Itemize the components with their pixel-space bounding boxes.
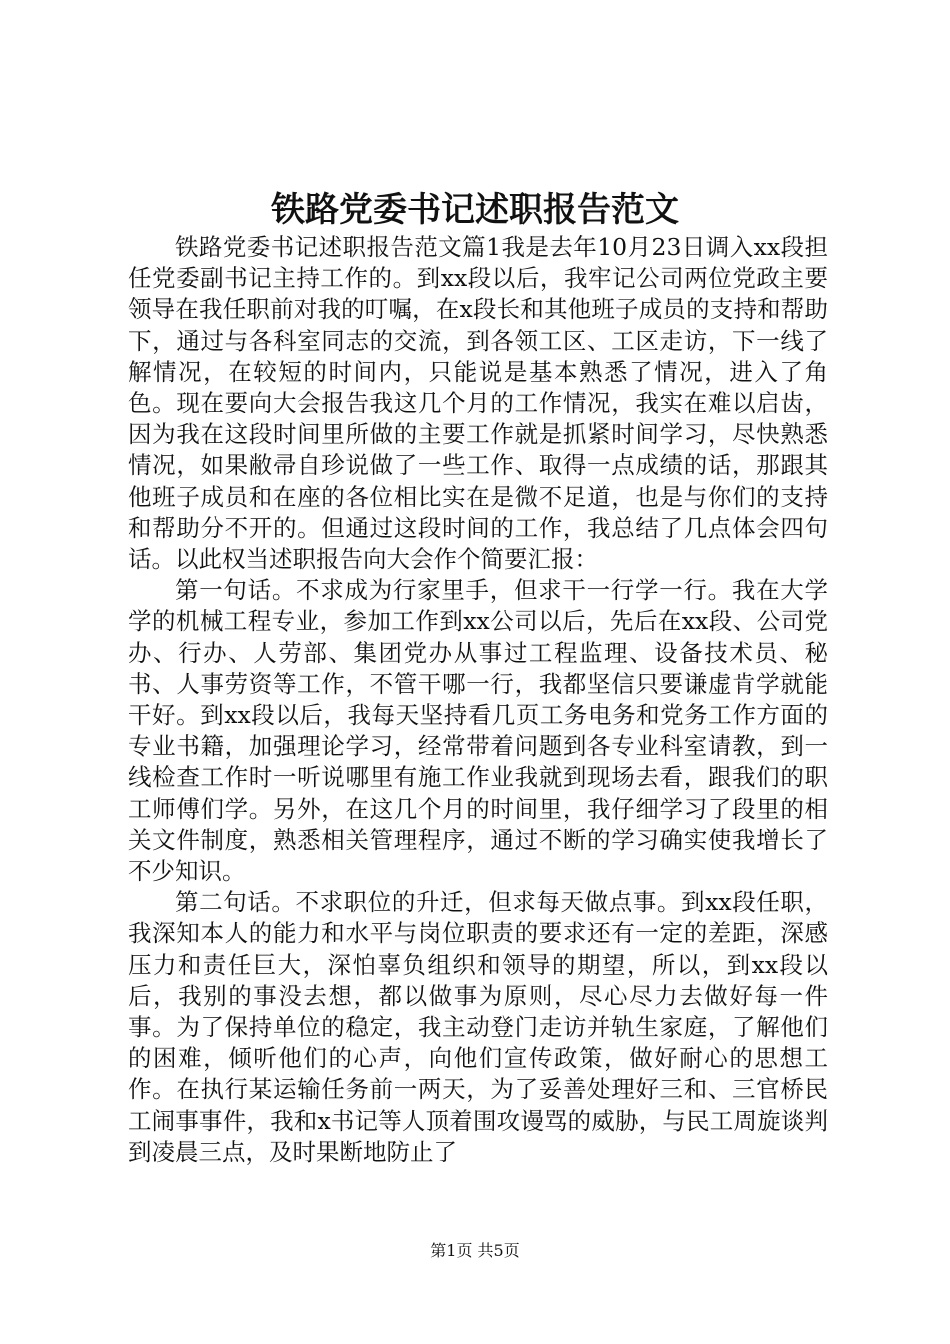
page-footer: 第1页 共5页 (430, 1241, 520, 1260)
document-title: 铁路党委书记述职报告范文 (271, 190, 679, 230)
paragraph-first-point: 第一句话。不求成为行家里手，但求干一行学一行。我在大学学的机械工程专业，参加工作到xx公司以后，先后在xx段、公司党办、行办、人劳部、集团党办从事过工程监理、设备技术员、秘书、人事劳资等工作，不管干哪一行，我都坚信只要谦虚肯学就能干好。到xx段以后，我每天坚持看几页工务电务和党务工作方面的专业书籍，加强理论学习，经常带着问题到各专业科室请教，到一线检查工作时一听说哪里有施工作业我就到现场去看，跟我们的职工师傅们学。另外，在这几个月的时间里，我仔细学习了段里的相关文件制度，熟悉相关管理程序，通过不断的学习确实使我增长了不少知识。 (128, 576, 828, 886)
paragraph-second-point: 第二句话。不求职位的升迁，但求每天做点事。到xx段任职，我深知本人的能力和水平与岗位职责的要求还有一定的差距，深感压力和责任巨大，深怕辜负组织和领导的期望，所以，到xx段以后，我别的事没去想，都以做事为原则，尽心尽力去做好每一件事。为了保持单位的稳定，我主动登门走访并轨生家庭，了解他们的困难，倾听他们的心声，向他们宣传政策，做好耐心的思想工作。在执行某运输任务前一两天，为了妥善处理好三和、三官桥民工闹事事件，我和x书记等人顶着围攻谩骂的威胁，与民工周旋谈判到凌晨三点，及时果断地防止了 (128, 888, 828, 1166)
document-body (128, 232, 828, 1168)
paragraph-intro: 铁路党委书记述职报告范文篇1我是去年10月23日调入xx段担任党委副书记主持工作的。到xx段以后，我牢记公司两位党政主要领导在我任职前对我的叮嘱，在x段长和其他班子成员的支持和帮助下，通过与各科室同志的交流，到各领工区、工区走访，下一线了解情况，在较短的时间内，只能说是基本熟悉了情况，进入了角色。现在要向大会报告我这几个月的工作情况，我实在难以启齿，因为我在这段时间里所做的主要工作就是抓紧时间学习，尽快熟悉情况，如果敝帚自珍说做了一些工作、取得一点成绩的话，那跟其他班子成员和在座的各位相比实在是微不足道，也是与你们的支持和帮助分不开的。但通过这段时间的工作，我总结了几点体会四句话。以此权当述职报告向大会作个简要汇报： (128, 233, 828, 574)
